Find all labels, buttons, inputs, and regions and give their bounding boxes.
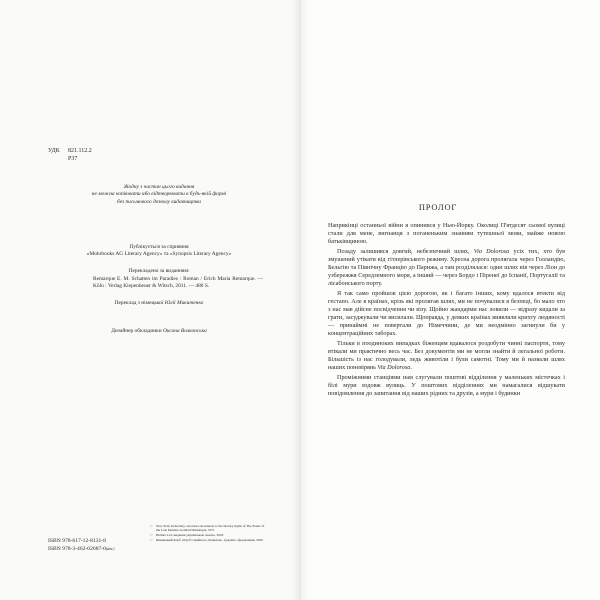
udk-block [48,147,92,163]
paragraph: Проміжними станціями нам слугували поштові відділення у маленьких містечках і білі мури вздовж вулиць. У поштових відділеннях ми намагалися відшукати повідомлення до запитання від наших рідних та друзів, а мури і будинки [328,374,565,398]
translator-prefix: Переклад з німецької [114,300,164,306]
copyright-statements [150,524,266,543]
original-edition-catalog: Remarque E. M. Schatten im Paradies : Roman / Erich Maria Remarque. — Köln : Verlag Kiepenheuer & Witsch, 2011. — 480 S. [93,276,263,290]
udk-value: 821.112.2 [68,148,92,154]
paragraph: Наприкінці останньої війни я опинився у Нью-Йорку. Околиці П'ятдесят сьомої вулиці стали для мене, вигнанця з поганеньким знанням тутешньої мови, майже новою батьківщиною. [328,222,565,246]
published-line: «Mohrbooks AG Literary Agency» та «Synopsis Literary Agency» [86,251,232,258]
emphasis: Via Dolorosa [473,247,510,255]
notice-line: не можна копіювати або відтворювати в будь-якій формі [91,191,227,198]
book-gutter [292,0,308,600]
designer-name: Оксана Волконська [163,328,207,334]
published-with-support [58,244,260,259]
copyright-item [150,533,266,537]
copyright-text: New York University, successor-in-interest to the literary rights of The Estate of the Late Paulette Goddard Remarque, 1971 [156,524,265,533]
isbn-ukrainian: ISBN 978-617-12-8131-8 [48,538,106,544]
udk-label: УДК [48,148,60,154]
translator-name: Юлії Микитенко [164,300,204,306]
isbn-note: (нім.) [105,547,115,551]
copyright-icon: © [150,537,153,542]
isbn-line [48,537,114,545]
emphasis: Via Dolorosa [377,364,411,372]
translator-credit [58,300,260,307]
paragraph: Тільки в поодиноких випадках біженцям вдавалося роздобути чинні паспорти, тому втікали ми практично весь час. Без документів ми не могли знайти й легальної роботи. Більшість із нас голодували, ледь животіли і були самотні. Тому ми й назвали шлях наших поневірянь Via Dolorosa. [328,340,565,372]
paragraph: Позаду залишився довгий, небезпечний шлях, Via Dolorosa усіх тих, хто був змушений утікати від гітлерівського режиму. Хресна дорога пролягала через Голландію, Бельгію та Північну Францію до Парижа, а там розділялася: один шлях вів через Ліон до узбережжя Середземного моря, а інший — через Бордо і Піренеї до Іспанії, Португалії та лісабонського порту. [328,247,565,288]
isbn-german: ISBN 978-3-462-02687-0 [48,546,106,552]
designer-prefix: Дизайнер обкладинки [111,328,162,334]
copyright-item [150,524,266,532]
copyright-text: Книжковий Клуб «Клуб Сімейного Дозвілля», художнє оформлення, 2020 [156,537,263,542]
chapter-title: ПРОЛОГ [418,202,458,212]
published-line: Публікується за сприяння [129,244,189,250]
notice-line: без письмового дозволу видавництва [116,198,202,205]
copyright-text: Hemiro Ltd, видання українською мовою, 2020 [156,533,224,537]
paragraph: Я так само пройшов цією дорогою, як і багато інших, кому вдалося втекти від гестапо. Але в країнах, крізь які пролягав шлях, ми не почувалися в безпеці, бо мало хто з нас мав дійсне посвідчення чи візу. Щойно жандарми нас ловили — відразу кидали за грати, засуджували чи висилали. Щоправда, у деяких країнах виявляли крихту людяності — принаймні не повертали до Німеччини, де ми неодмінно загинули би у концентраційних таборах. [328,289,565,338]
prologue-body [328,222,565,600]
copyright-icon: © [150,524,153,528]
designer-credit [58,328,260,335]
isbn-block [48,537,114,553]
isbn-line [48,545,114,553]
udk-sub-label: Р37 [68,156,78,162]
copyright-icon: © [150,533,153,537]
copyright-item [150,538,266,542]
copyright-notice [58,184,260,206]
translated-from-label: Перекладено за виданням: [128,268,190,274]
notice-line: Жодну з частин цього видання [123,184,195,190]
